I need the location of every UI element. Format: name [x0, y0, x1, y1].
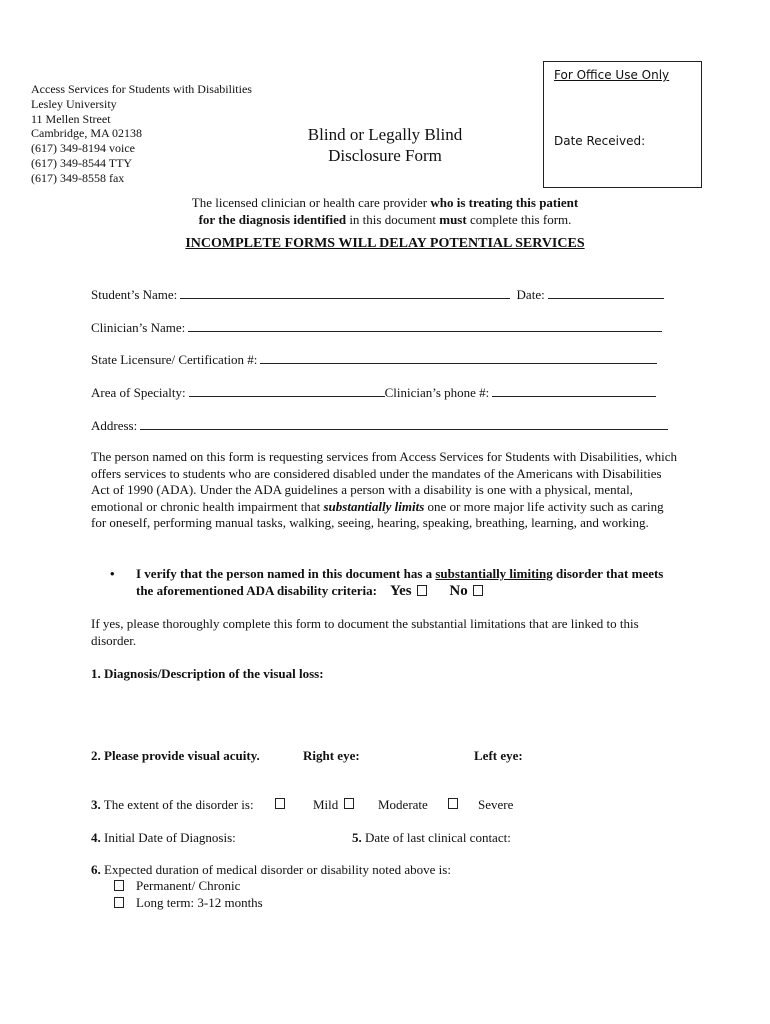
date-field[interactable]	[548, 286, 664, 299]
licensure-label: State Licensure/ Certification #:	[91, 352, 258, 367]
if-yes-text: If yes, please thoroughly complete this form to document the substantial limitations that are linked to this disorder.	[91, 616, 639, 648]
address-line: (617) 349-8194 voice	[31, 141, 135, 156]
bullet-icon: •	[110, 566, 115, 581]
intro-bold: must	[439, 212, 467, 227]
warning-text: INCOMPLETE FORMS WILL DELAY POTENTIAL SERVICES	[185, 236, 585, 251]
form-title	[290, 124, 480, 166]
student-name-field[interactable]	[180, 286, 510, 299]
severe-label: Severe	[478, 797, 514, 812]
intro-text	[90, 194, 680, 228]
address-line: Lesley University	[31, 96, 117, 111]
long-term-label: Long term: 3-12 months	[136, 895, 263, 910]
intro-normal: The licensed clinician or health care provider	[191, 195, 431, 210]
no-label: No	[449, 582, 468, 599]
q3-text: The extent of the disorder is:	[103, 797, 254, 812]
student-name-row	[91, 286, 667, 303]
q6-number: 6.	[91, 862, 101, 877]
address-row	[91, 417, 671, 434]
mild-label: Mild	[313, 797, 339, 812]
right-eye-label: Right eye:	[303, 748, 360, 763]
warning-heading	[90, 236, 680, 252]
question-4	[91, 830, 236, 846]
intro-normal: in this document	[346, 212, 440, 227]
q3-number: 3.	[91, 797, 101, 812]
q4-number: 4.	[91, 830, 101, 845]
office-use-box	[543, 61, 702, 188]
question-2: 2. Please provide visual acuity.	[91, 748, 260, 763]
mild-checkbox[interactable]	[275, 798, 285, 809]
office-use-title: For Office Use Only	[554, 68, 670, 82]
ada-paragraph	[91, 449, 681, 532]
moderate-checkbox[interactable]	[344, 798, 354, 809]
severe-checkbox[interactable]	[448, 798, 458, 809]
permanent-checkbox[interactable]	[114, 880, 124, 891]
moderate-label: Moderate	[378, 797, 428, 812]
specialty-label: Area of Specialty:	[91, 385, 186, 400]
specialty-row	[91, 384, 659, 401]
date-label: Date:	[516, 287, 545, 302]
clinician-name-field[interactable]	[188, 319, 662, 332]
address-line: (617) 349-8558 fax	[31, 170, 125, 185]
q4-text: Initial Date of Diagnosis:	[104, 830, 236, 845]
form-title-line1: Blind or Legally Blind	[307, 125, 463, 144]
left-eye-label: Left eye:	[474, 748, 523, 763]
q6-text: Expected duration of medical disorder or disability noted above is:	[104, 862, 451, 877]
date-received-label: Date Received:	[554, 134, 646, 148]
address-field[interactable]	[140, 417, 668, 430]
question-6	[91, 862, 451, 878]
long-term-checkbox[interactable]	[114, 897, 124, 908]
address-line: 11 Mellen Street	[31, 111, 111, 126]
verify-text: disorder that meets the aforementioned ADA disability criteria:	[136, 566, 664, 598]
permanent-label: Permanent/ Chronic	[136, 878, 241, 893]
ada-text: one or more major life activity such as caring for oneself, performing manual tasks, walking, seeing, hearing, speaking, breathing, learning, and working.	[91, 498, 664, 530]
ada-emphasis: substantially limits	[323, 498, 425, 514]
question-1: 1. Diagnosis/Description of the visual loss:	[91, 666, 324, 681]
verify-text: I verify that the person named in this document has a	[136, 566, 436, 581]
student-name-label: Student’s Name:	[91, 287, 178, 302]
q5-number: 5.	[352, 830, 362, 845]
verify-underlined: substantially limiting	[435, 566, 553, 581]
q5-text: Date of last clinical contact:	[365, 830, 511, 845]
clinician-phone-label: Clinician’s phone #:	[384, 385, 490, 400]
intro-bold: for the diagnosis identified	[198, 212, 347, 227]
verify-statement	[110, 566, 680, 599]
ada-text: The person named on this form is requesting services from Access Services for Students with Disabilities, which offers services to students who are considered disabled under the mandates of the Americans with Disabilities Act of 1990 (ADA). Under the ADA guidelines a person with a disability is one with a physical, mental, emotional or chronic health impairment that	[91, 449, 677, 514]
clinician-phone-field[interactable]	[492, 384, 656, 397]
yes-label: Yes	[389, 582, 412, 599]
address-line: Access Services for Students with Disabilities	[31, 82, 252, 96]
intro-normal: complete this form.	[466, 212, 572, 227]
clinician-name-row	[91, 319, 665, 336]
office-address	[31, 82, 252, 186]
address-line: (617) 349-8544 TTY	[31, 155, 133, 170]
licensure-row	[91, 351, 660, 368]
address-label: Address:	[91, 418, 138, 433]
clinician-name-label: Clinician’s Name:	[91, 320, 186, 335]
address-line: Cambridge, MA 02138	[31, 126, 142, 141]
question-3	[91, 797, 254, 813]
licensure-field[interactable]	[260, 351, 657, 364]
specialty-field[interactable]	[189, 384, 385, 397]
no-checkbox[interactable]	[473, 585, 483, 596]
intro-bold: who is treating this patient	[430, 195, 579, 210]
question-5	[352, 830, 511, 846]
form-title-line2: Disclosure Form	[328, 146, 442, 165]
yes-checkbox[interactable]	[417, 585, 427, 596]
